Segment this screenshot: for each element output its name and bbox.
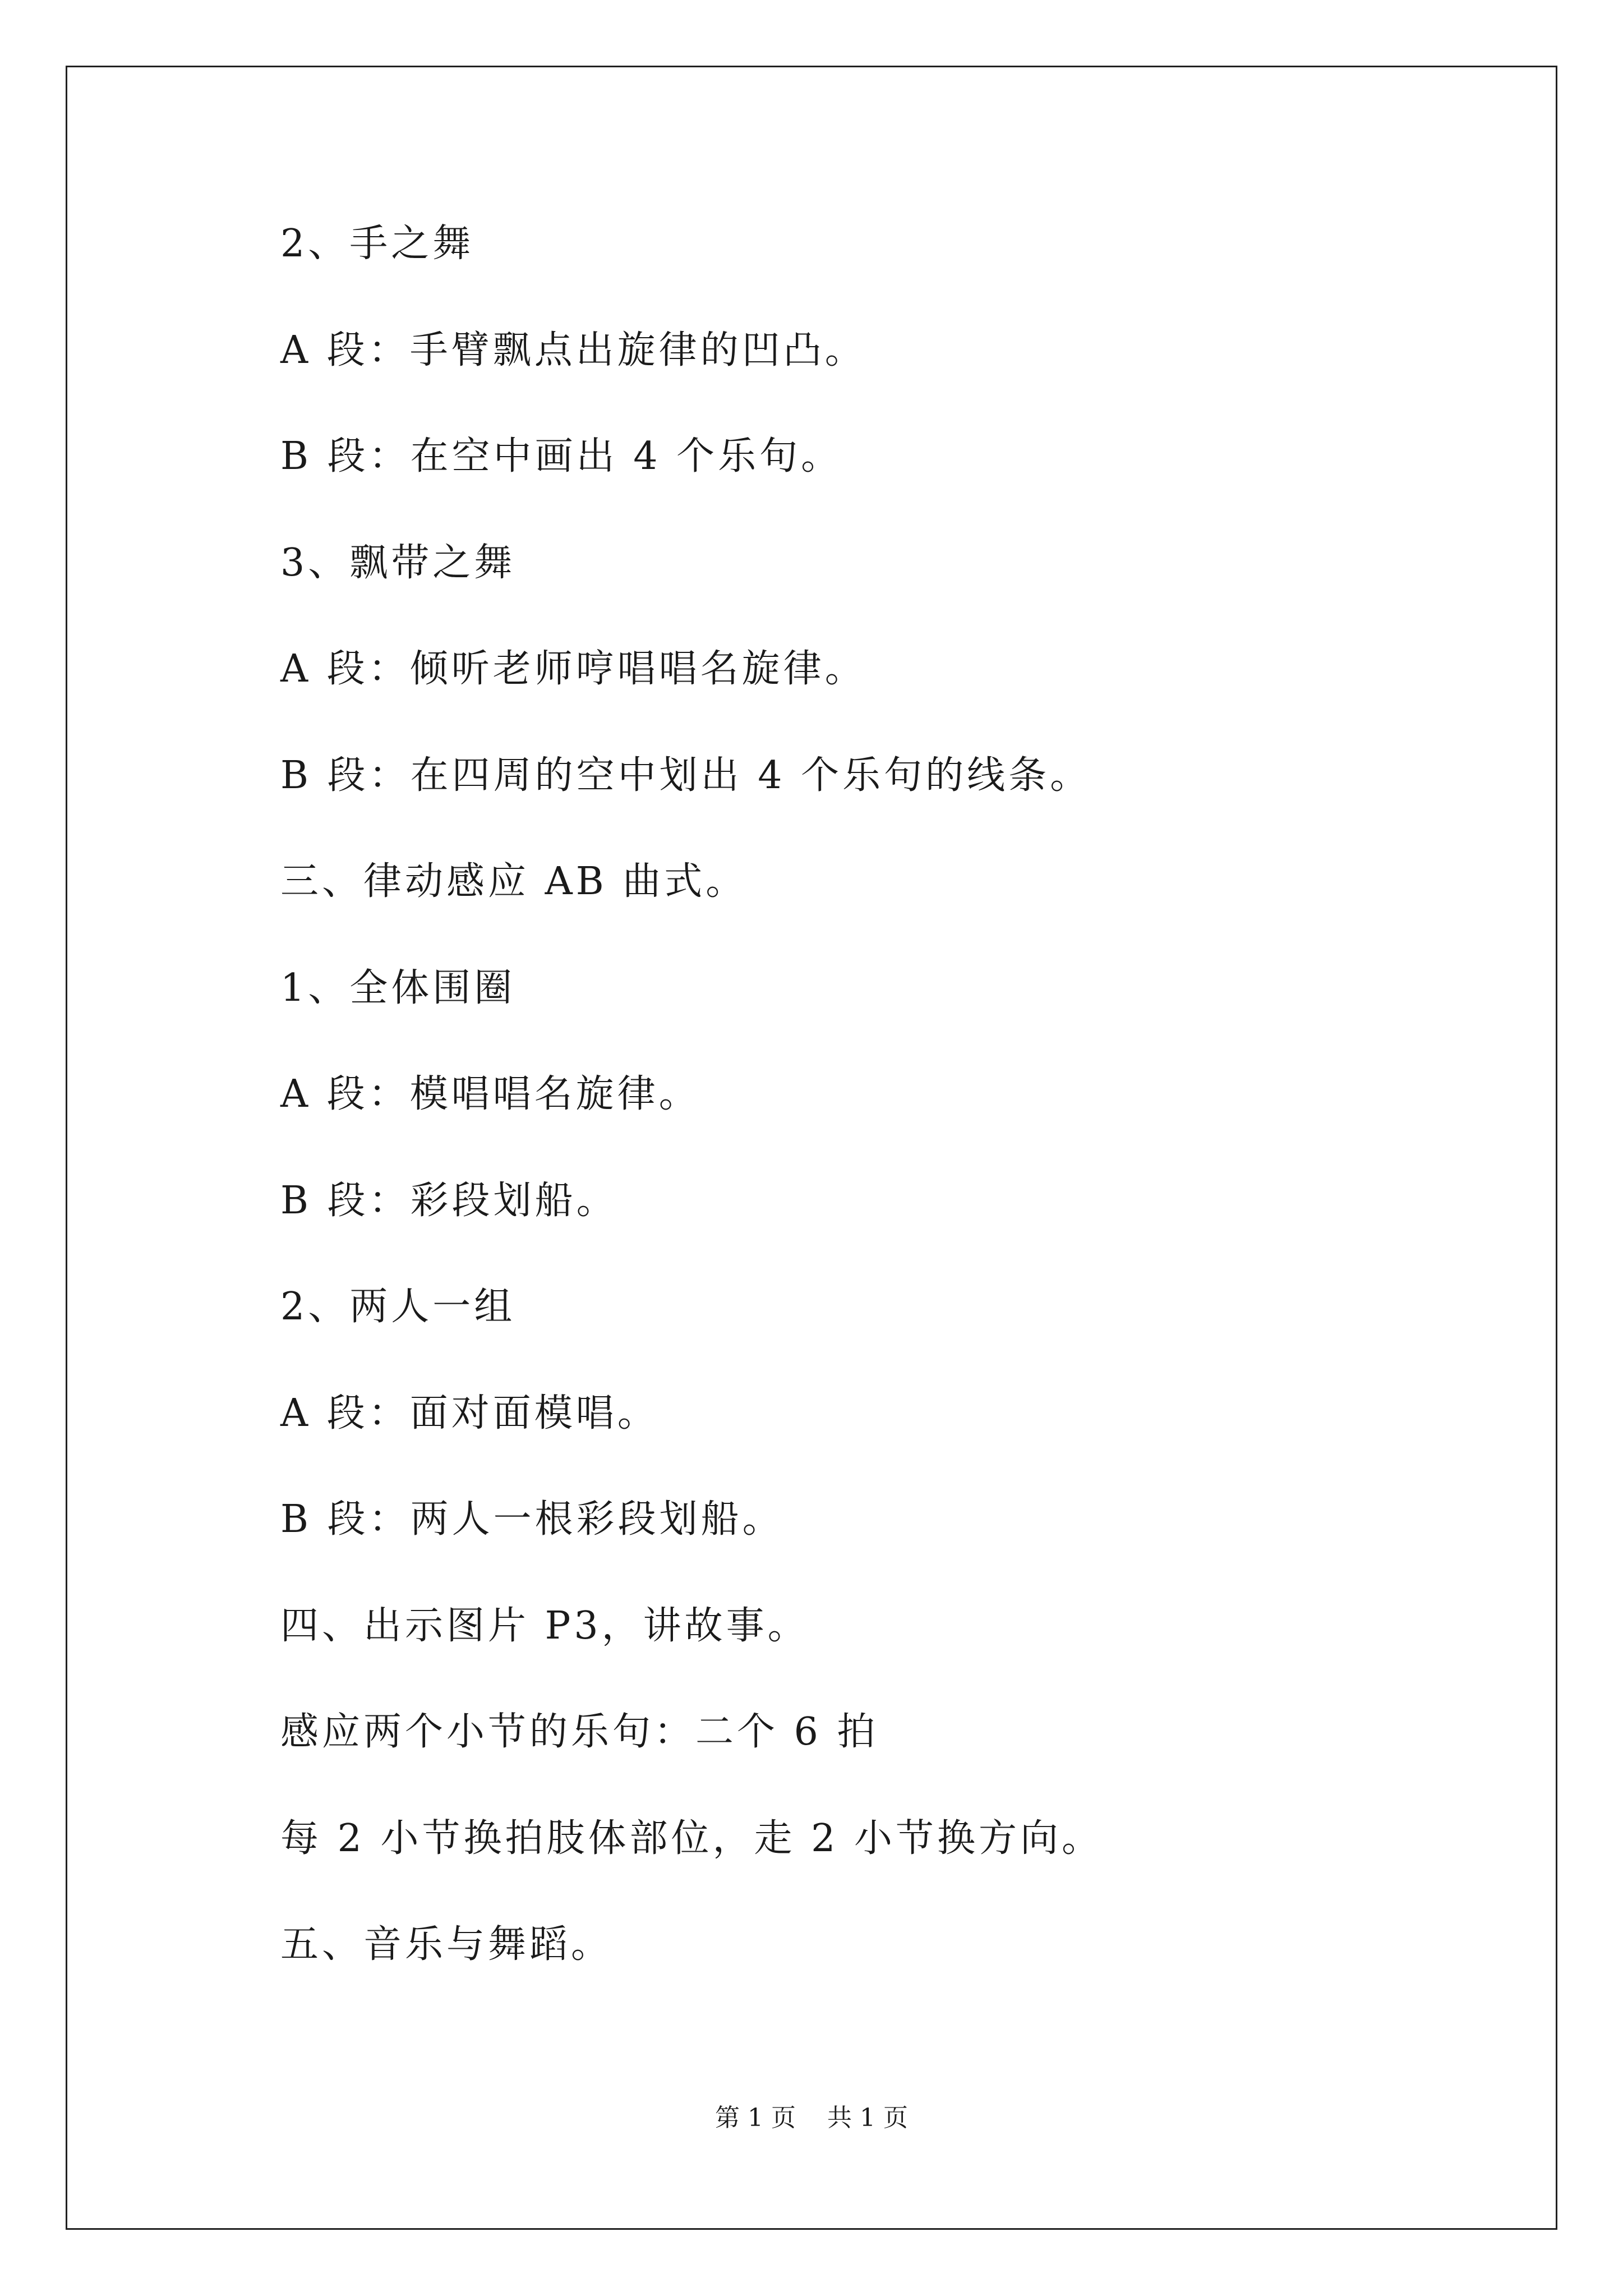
text-line: B 段：两人一根彩段划船。: [280, 1497, 784, 1542]
text-line: A 段：手臂飘点出旋律的凹凸。: [280, 328, 866, 372]
section-heading: 三、律动感应 AB 曲式。: [280, 859, 748, 904]
section-heading: 2、手之舞: [280, 222, 474, 266]
document-body: [280, 222, 1458, 2029]
text-line: 每 2 小节换拍肢体部位，走 2 小节换方向。: [280, 1816, 1103, 1861]
text-line: B 段：彩段划船。: [280, 1178, 618, 1223]
text-line: A 段：倾听老师哼唱唱名旋律。: [280, 647, 866, 691]
text-line: B 段：在空中画出 4 个乐句。: [280, 434, 843, 478]
section-heading: 2、两人一组: [280, 1285, 516, 1329]
section-heading: 1、全体围圈: [280, 965, 516, 1010]
section-heading: 3、飘带之舞: [280, 540, 516, 585]
page-number-total: 共 1 页: [827, 2104, 908, 2132]
section-heading: 四、出示图片 P3，讲故事。: [280, 1603, 809, 1648]
section-heading: 五、音乐与舞蹈。: [280, 1922, 613, 1967]
page-footer: [0, 2102, 1623, 2134]
text-line: 感应两个小节的乐句：二个 6 拍: [280, 1710, 879, 1754]
text-line: A 段：模唱唱名旋律。: [280, 1072, 700, 1116]
page-number-current: 第 1 页: [715, 2104, 796, 2132]
text-line: B 段：在四周的空中划出 4 个乐句的线条。: [280, 753, 1092, 798]
text-line: A 段：面对面模唱。: [280, 1391, 659, 1435]
